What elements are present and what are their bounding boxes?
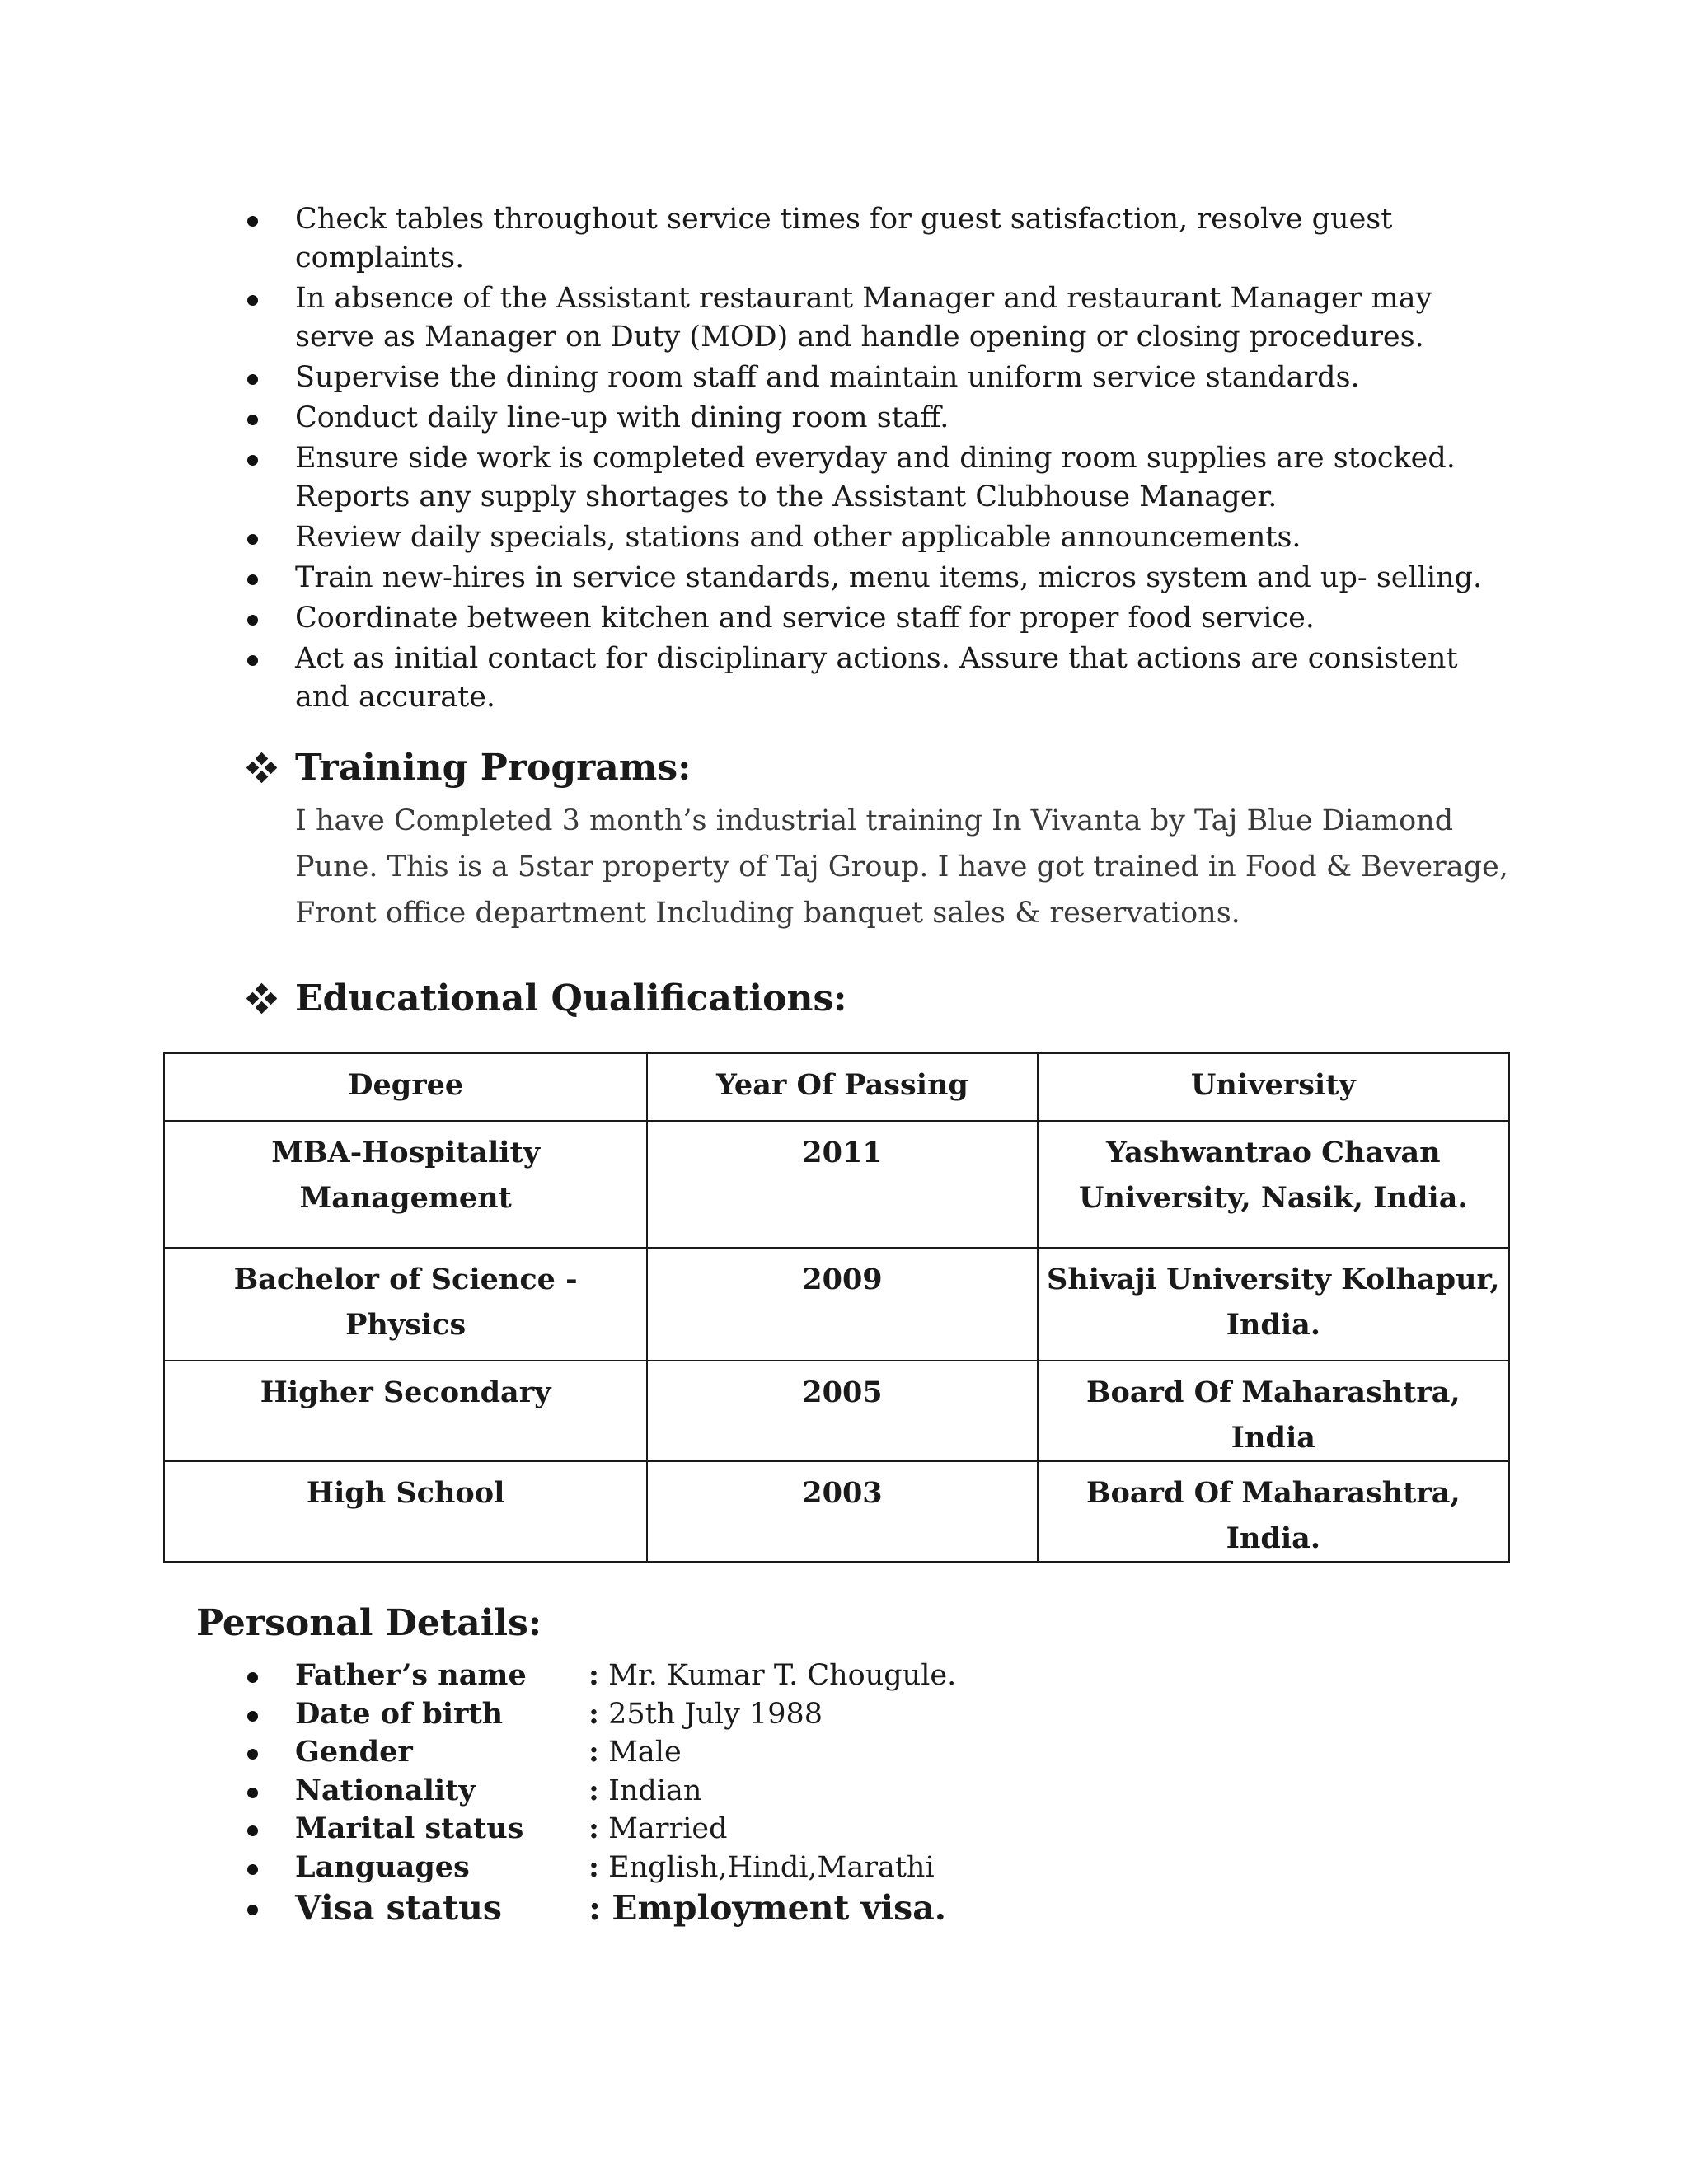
personal-value: English,Hindi,Marathi [608, 1850, 935, 1884]
year-cell: 2011 [647, 1121, 1037, 1248]
personal-label: Father’s name [295, 1658, 527, 1692]
four-diamond-icon [247, 984, 277, 1014]
bullet-dot-icon [247, 1749, 258, 1760]
bullet-dot-icon [247, 615, 258, 626]
personal-separator: : [588, 1773, 599, 1807]
table-row [164, 1121, 1509, 1248]
bullet-dot-icon [247, 655, 258, 666]
duty-text: Act as initial contact for disciplinary actions. Assure that actions are consistent and accurate. [295, 642, 1458, 714]
table-row [164, 1248, 1509, 1361]
duty-text: Review daily specials, stations and other applicable announcements. [295, 521, 1301, 554]
personal-heading: Personal Details: [196, 1602, 542, 1644]
personal-value: Married [608, 1812, 728, 1845]
degree-cell: Higher Secondary [164, 1361, 647, 1461]
bullet-dot-icon [247, 455, 258, 466]
year-cell: 2005 [647, 1361, 1037, 1461]
duty-item [247, 518, 1484, 557]
personal-item [247, 1733, 956, 1772]
personal-value: Mr. Kumar T. Chougule. [608, 1659, 957, 1692]
year-cell: 2009 [647, 1248, 1037, 1361]
degree-cell: MBA-Hospitality Management [164, 1121, 647, 1248]
personal-separator: : [588, 1696, 599, 1731]
column-header-university: University [1038, 1053, 1509, 1121]
personal-value: Male [608, 1736, 682, 1769]
personal-separator: : [588, 1888, 602, 1928]
education-heading-text: Educational Qualifications: [295, 977, 847, 1019]
personal-label: Nationality [295, 1773, 476, 1807]
duty-text: Train new-hires in service standards, menu items, micros system and up- selling. [295, 561, 1483, 594]
education-heading [247, 977, 846, 1019]
duty-item [247, 439, 1484, 517]
personal-item [247, 1886, 956, 1929]
university-cell: Board Of Maharashtra, India [1038, 1361, 1509, 1461]
duty-text: Conduct daily line-up with dining room staff. [295, 401, 950, 434]
education-table [163, 1052, 1510, 1563]
university-cell: Yashwantrao Chavan University, Nasik, India. [1038, 1121, 1509, 1248]
bullet-dot-icon [247, 216, 258, 227]
year-cell: 2003 [647, 1461, 1037, 1562]
bullet-dot-icon [247, 1711, 258, 1722]
personal-label: Visa status [295, 1888, 503, 1928]
degree-cell: High School [164, 1461, 647, 1562]
personal-label: Marital status [295, 1811, 524, 1845]
bullet-dot-icon [247, 415, 258, 425]
personal-separator: : [588, 1811, 599, 1845]
personal-item [247, 1849, 956, 1887]
degree-cell: Bachelor of Science - Physics [164, 1248, 647, 1361]
table-row [164, 1361, 1509, 1461]
bullet-dot-icon [247, 1788, 258, 1798]
duty-item [247, 279, 1484, 357]
university-cell: Shivaji University Kolhapur, India. [1038, 1248, 1509, 1361]
duty-text: Ensure side work is completed everyday and dining room supplies are stocked. Reports any supply shortages to the Assistant Clubhouse Manager. [295, 442, 1456, 513]
personal-value: 25th July 1988 [608, 1697, 823, 1731]
duty-item [247, 559, 1484, 598]
personal-separator: : [588, 1735, 599, 1769]
bullet-dot-icon [247, 1864, 258, 1875]
personal-label: Gender [295, 1735, 413, 1769]
bullet-dot-icon [247, 1905, 258, 1915]
training-heading [247, 747, 691, 789]
four-diamond-icon [247, 753, 277, 783]
training-heading-text: Training Programs: [295, 747, 692, 789]
duty-text: Check tables throughout service times for guest satisfaction, resolve guest complaints. [295, 203, 1393, 274]
duty-text: Supervise the dining room staff and maintain uniform service standards. [295, 361, 1360, 394]
personal-value: Employment visa. [612, 1888, 947, 1928]
personal-item [247, 1772, 956, 1811]
university-cell: Board Of Maharashtra, India. [1038, 1461, 1509, 1562]
training-text: I have Completed 3 month’s industrial training In Vivanta by Taj Blue Diamond Pune. This is a 5star property of Taj Group. I have got trained in Food & Beverage, Front office department Including banquet sales & reservations. [295, 804, 1508, 930]
table-header-row [164, 1053, 1509, 1121]
duty-item [247, 599, 1484, 638]
personal-item [247, 1657, 956, 1695]
personal-separator: : [588, 1849, 599, 1884]
bullet-dot-icon [247, 1825, 258, 1836]
duty-text: In absence of the Assistant restaurant Manager and restaurant Manager may serve as Manager on Duty (MOD) and handle opening or closing procedures. [295, 282, 1432, 354]
duty-item [247, 359, 1484, 397]
duty-item [247, 640, 1484, 717]
personal-item [247, 1810, 956, 1849]
bullet-dot-icon [247, 295, 258, 306]
personal-value: Indian [608, 1774, 702, 1807]
bullet-dot-icon [247, 374, 258, 385]
personal-item [247, 1695, 956, 1734]
table-row [164, 1461, 1509, 1562]
duties-list [247, 200, 1484, 719]
column-header-year: Year Of Passing [647, 1053, 1037, 1121]
column-header-degree: Degree [164, 1053, 647, 1121]
personal-separator: : [588, 1658, 599, 1692]
bullet-dot-icon [247, 574, 258, 585]
duty-item [247, 200, 1484, 278]
duty-item [247, 399, 1484, 438]
bullet-dot-icon [247, 1672, 258, 1683]
duty-text: Coordinate between kitchen and service staff for proper food service. [295, 602, 1315, 635]
personal-label: Languages [295, 1849, 470, 1884]
personal-label: Date of birth [295, 1696, 504, 1731]
bullet-dot-icon [247, 534, 258, 545]
personal-details-list [247, 1657, 956, 1929]
